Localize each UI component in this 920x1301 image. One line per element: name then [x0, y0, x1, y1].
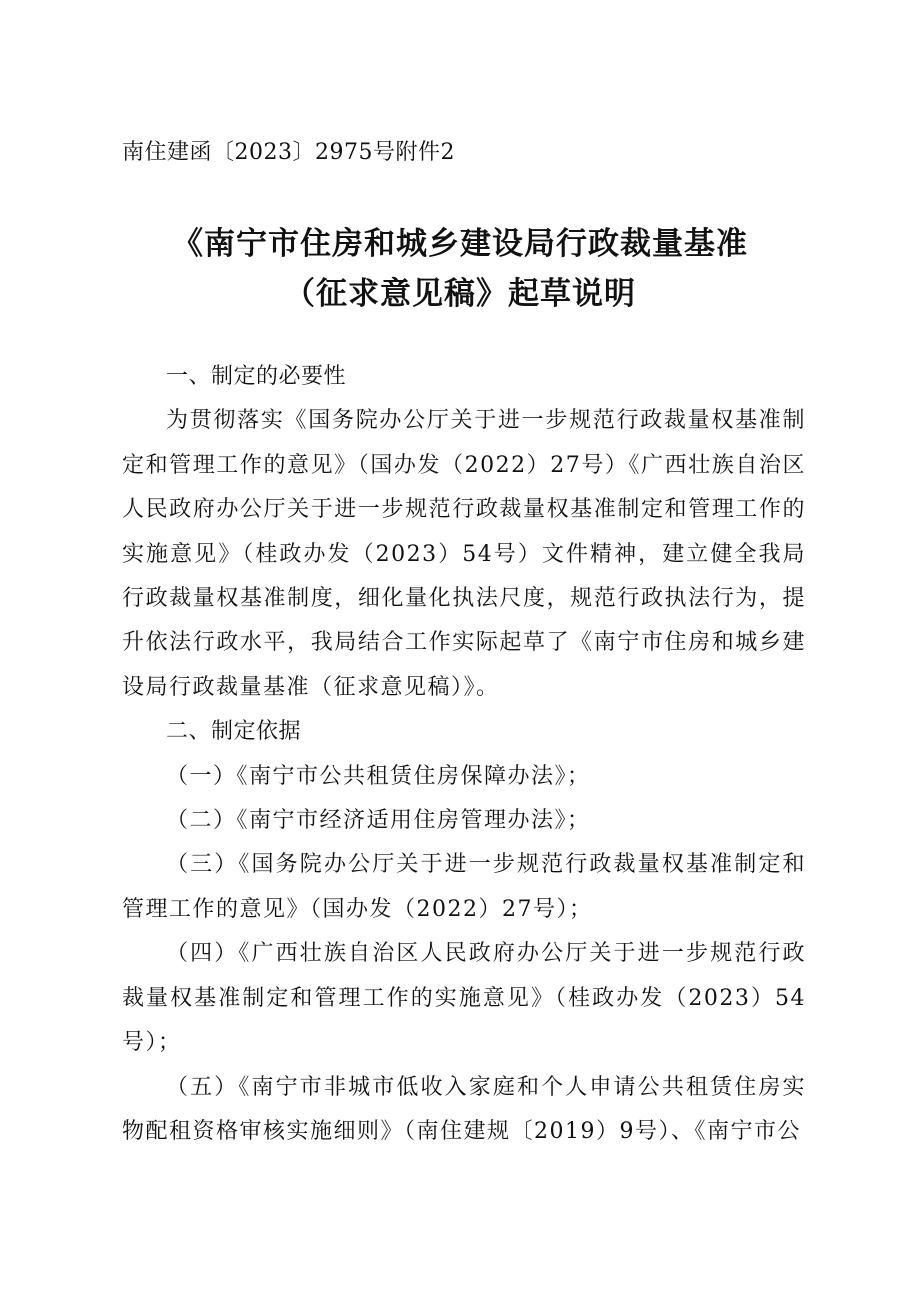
- document-title-line-2: （征求意见稿》起草说明: [284, 276, 636, 312]
- basis-item-4: （四）《广西壮族自治区人民政府办公厅关于进一步规范行政裁量权基准制定和管理工作的实施意见》（桂政办发（2023）54号）；: [122, 941, 806, 1056]
- document-body: [122, 355, 806, 1154]
- basis-item-5: （五）《南宁市非城市低收入家庭和个人申请公共租赁住房实物配租资格审核实施细则》（南住建规〔2019）9号）、《南宁市公: [122, 1074, 806, 1144]
- section-paragraph-necessity: 为贯彻落实《国务院办公厅关于进一步规范行政裁量权基准制定和管理工作的意见》（国办发（2022）27号）《广西壮族自治区人民政府办公厅关于进一步规范行政裁量权基准制定和管理工作的实施意见》（桂政办发（2023）54号）文件精神，建立健全我局行政裁量权基准制度，细化量化执法尺度，规范行政执法行为，提升依法行政水平，我局结合工作实际起草了《南宁市住房和城乡建设局行政裁量基准（征求意见稿）》。: [122, 408, 806, 700]
- attachment-label: 南住建函〔2023〕2975号附件2: [122, 140, 455, 165]
- basis-item-3: （三）《国务院办公厅关于进一步规范行政裁量权基准制定和管理工作的意见》（国办发（2022）27号）；: [122, 852, 806, 922]
- document-title-line-1: 《南宁市住房和城乡建设局行政裁量基准: [172, 226, 748, 262]
- section-heading-basis: 二、制定依据: [166, 719, 302, 745]
- basis-item-2: （二）《南宁市经济适用住房管理办法》；: [166, 808, 591, 834]
- basis-item-1: （一）《南宁市公共租赁住房保障办法》；: [166, 763, 591, 789]
- section-heading-necessity: 一、制定的必要性: [166, 364, 347, 389]
